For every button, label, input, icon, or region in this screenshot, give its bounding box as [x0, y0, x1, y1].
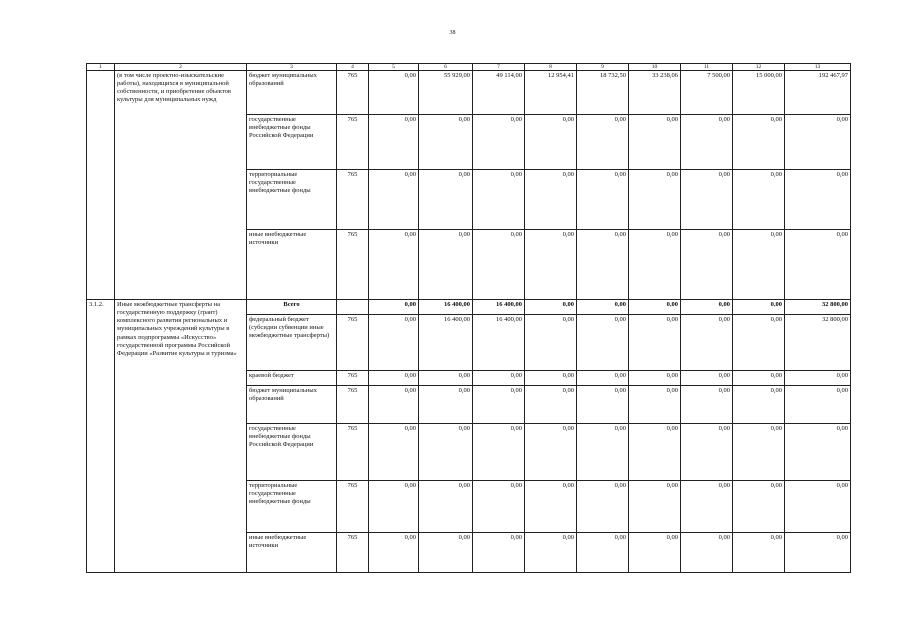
- amount-cell: 0,00: [525, 315, 577, 371]
- amount-cell: 0,00: [525, 424, 577, 481]
- funding-source: государственные внебюджетные фонды Российской Федерации: [247, 424, 337, 481]
- amount-cell: 12 954,41: [525, 71, 577, 115]
- amount-cell: 0,00: [419, 424, 473, 481]
- amount-cell: 0,00: [473, 170, 525, 230]
- funding-source: государственные внебюджетные фонды Российской Федерации: [247, 115, 337, 170]
- amount-cell: 33 238,06: [629, 71, 681, 115]
- amount-cell: 0,00: [629, 230, 681, 300]
- amount-cell: 0,00: [733, 170, 785, 230]
- code-cell: 765: [337, 170, 369, 230]
- amount-cell: 0,00: [681, 315, 733, 371]
- amount-cell: 0,00: [577, 170, 629, 230]
- amount-cell: 0,00: [473, 533, 525, 573]
- amount-cell: 16 400,00: [419, 315, 473, 371]
- amount-cell: 0,00: [525, 115, 577, 170]
- header-row: [87, 64, 851, 71]
- column-number: 8: [525, 64, 577, 71]
- amount-cell: 192 467,97: [785, 71, 851, 115]
- code-cell: 765: [337, 533, 369, 573]
- funding-source: федеральный бюджет (субсидии субвенции иные межбюджетные трансферты): [247, 315, 337, 371]
- funding-source: краевой бюджет: [247, 371, 337, 386]
- amount-cell: 0,00: [419, 533, 473, 573]
- column-number: 9: [577, 64, 629, 71]
- total-amount-cell: 0,00: [733, 300, 785, 315]
- total-amount-cell: 0,00: [629, 300, 681, 315]
- amount-cell: 0,00: [369, 71, 419, 115]
- amount-cell: 0,00: [419, 481, 473, 533]
- total-amount-cell: 0,00: [577, 300, 629, 315]
- amount-cell: 0,00: [369, 315, 419, 371]
- amount-cell: 16 400,00: [473, 315, 525, 371]
- column-number: 3: [247, 64, 337, 71]
- amount-cell: 0,00: [785, 533, 851, 573]
- amount-cell: 0,00: [681, 115, 733, 170]
- column-number: 13: [785, 64, 851, 71]
- amount-cell: 0,00: [369, 533, 419, 573]
- amount-cell: 0,00: [681, 481, 733, 533]
- amount-cell: 0,00: [473, 115, 525, 170]
- amount-cell: 0,00: [733, 424, 785, 481]
- amount-cell: 0,00: [785, 481, 851, 533]
- amount-cell: 0,00: [629, 115, 681, 170]
- amount-cell: 0,00: [733, 315, 785, 371]
- total-amount-cell: 16 400,00: [473, 300, 525, 315]
- table-row: [87, 71, 851, 115]
- amount-cell: 0,00: [369, 481, 419, 533]
- amount-cell: 0,00: [629, 371, 681, 386]
- amount-cell: 0,00: [681, 386, 733, 424]
- amount-cell: 0,00: [577, 424, 629, 481]
- code-cell: 765: [337, 386, 369, 424]
- amount-cell: 0,00: [369, 230, 419, 300]
- total-row: [87, 300, 851, 315]
- funding-source: территориальные государственные внебюджетные фонды: [247, 481, 337, 533]
- amount-cell: 0,00: [419, 115, 473, 170]
- amount-cell: 0,00: [785, 371, 851, 386]
- amount-cell: 0,00: [369, 386, 419, 424]
- amount-cell: 7 500,00: [681, 71, 733, 115]
- funding-source: территориальные государственные внебюджетные фонды: [247, 170, 337, 230]
- amount-cell: 0,00: [525, 170, 577, 230]
- amount-cell: 0,00: [525, 230, 577, 300]
- total-label: Всего: [247, 300, 337, 315]
- column-number: 2: [115, 64, 247, 71]
- code-cell: 765: [337, 115, 369, 170]
- amount-cell: 0,00: [419, 230, 473, 300]
- amount-cell: 0,00: [473, 424, 525, 481]
- code-cell: 765: [337, 230, 369, 300]
- amount-cell: 0,00: [577, 315, 629, 371]
- amount-cell: 0,00: [473, 371, 525, 386]
- amount-cell: 55 929,00: [419, 71, 473, 115]
- column-number: 6: [419, 64, 473, 71]
- total-amount-cell: 0,00: [681, 300, 733, 315]
- amount-cell: 0,00: [525, 533, 577, 573]
- amount-cell: 15 000,00: [733, 71, 785, 115]
- amount-cell: 0,00: [473, 386, 525, 424]
- amount-cell: 0,00: [681, 371, 733, 386]
- amount-cell: 0,00: [733, 386, 785, 424]
- column-number: 5: [369, 64, 419, 71]
- amount-cell: 0,00: [369, 371, 419, 386]
- amount-cell: 0,00: [525, 386, 577, 424]
- amount-cell: 0,00: [785, 170, 851, 230]
- total-amount-cell: 0,00: [525, 300, 577, 315]
- column-number: 12: [733, 64, 785, 71]
- amount-cell: 0,00: [681, 170, 733, 230]
- code-cell: 765: [337, 315, 369, 371]
- amount-cell: 0,00: [419, 170, 473, 230]
- amount-cell: 0,00: [369, 115, 419, 170]
- amount-cell: 0,00: [577, 386, 629, 424]
- funding-source: бюджет муниципальных образований: [247, 71, 337, 115]
- amount-cell: 0,00: [629, 315, 681, 371]
- amount-cell: 0,00: [629, 170, 681, 230]
- funding-source: иные внебюджетные источники: [247, 230, 337, 300]
- amount-cell: 0,00: [629, 481, 681, 533]
- amount-cell: 0,00: [733, 115, 785, 170]
- code-cell: 765: [337, 424, 369, 481]
- funding-source: иные внебюджетные источники: [247, 533, 337, 573]
- column-number: 4: [337, 64, 369, 71]
- amount-cell: 0,00: [473, 230, 525, 300]
- amount-cell: 0,00: [733, 533, 785, 573]
- column-number: 1: [87, 64, 115, 71]
- amount-cell: 0,00: [369, 424, 419, 481]
- code-cell: 765: [337, 481, 369, 533]
- amount-cell: 0,00: [733, 481, 785, 533]
- amount-cell: 0,00: [473, 481, 525, 533]
- amount-cell: 0,00: [577, 371, 629, 386]
- amount-cell: 0,00: [733, 230, 785, 300]
- code-cell: 765: [337, 371, 369, 386]
- amount-cell: 49 114,00: [473, 71, 525, 115]
- amount-cell: 0,00: [785, 230, 851, 300]
- amount-cell: 0,00: [629, 533, 681, 573]
- amount-cell: 0,00: [681, 424, 733, 481]
- column-number: 11: [681, 64, 733, 71]
- amount-cell: 0,00: [525, 371, 577, 386]
- amount-cell: 18 732,50: [577, 71, 629, 115]
- amount-cell: 0,00: [419, 371, 473, 386]
- amount-cell: 0,00: [419, 386, 473, 424]
- total-amount-cell: 16 400,00: [419, 300, 473, 315]
- total-amount-cell: 0,00: [369, 300, 419, 315]
- amount-cell: 0,00: [733, 371, 785, 386]
- code-cell: [337, 300, 369, 315]
- budget-table: [86, 63, 851, 573]
- funding-source: бюджет муниципальных образований: [247, 386, 337, 424]
- amount-cell: 0,00: [785, 115, 851, 170]
- amount-cell: 0,00: [629, 386, 681, 424]
- amount-cell: 0,00: [785, 424, 851, 481]
- code-cell: 765: [337, 71, 369, 115]
- total-amount-cell: 32 800,00: [785, 300, 851, 315]
- amount-cell: 0,00: [681, 230, 733, 300]
- amount-cell: 0,00: [525, 481, 577, 533]
- amount-cell: 0,00: [629, 424, 681, 481]
- amount-cell: 0,00: [369, 170, 419, 230]
- event-name: (в том числе проектно-изыскательские работы), находящихся в муниципальной собственности, и приобретение объектов культуры для муниципальных нужд: [115, 71, 247, 300]
- amount-cell: 0,00: [785, 386, 851, 424]
- amount-cell: 0,00: [681, 533, 733, 573]
- amount-cell: 0,00: [577, 115, 629, 170]
- row-number-cell: 3.1.2.: [87, 300, 115, 573]
- row-number-cell: [87, 71, 115, 300]
- event-name: Иные межбюджетные трансферты на государственную поддержку (грант) комплексного развития региональных и муниципальных учреждений культуры в рамках подпрограммы «Искусство» государственной программы Российской Федерации «Развитие культуры и туризма»: [115, 300, 247, 573]
- amount-cell: 0,00: [577, 533, 629, 573]
- amount-cell: 0,00: [577, 230, 629, 300]
- column-number: 7: [473, 64, 525, 71]
- amount-cell: 32 800,00: [785, 315, 851, 371]
- column-number: 10: [629, 64, 681, 71]
- page-number: 38: [449, 30, 456, 36]
- amount-cell: 0,00: [577, 481, 629, 533]
